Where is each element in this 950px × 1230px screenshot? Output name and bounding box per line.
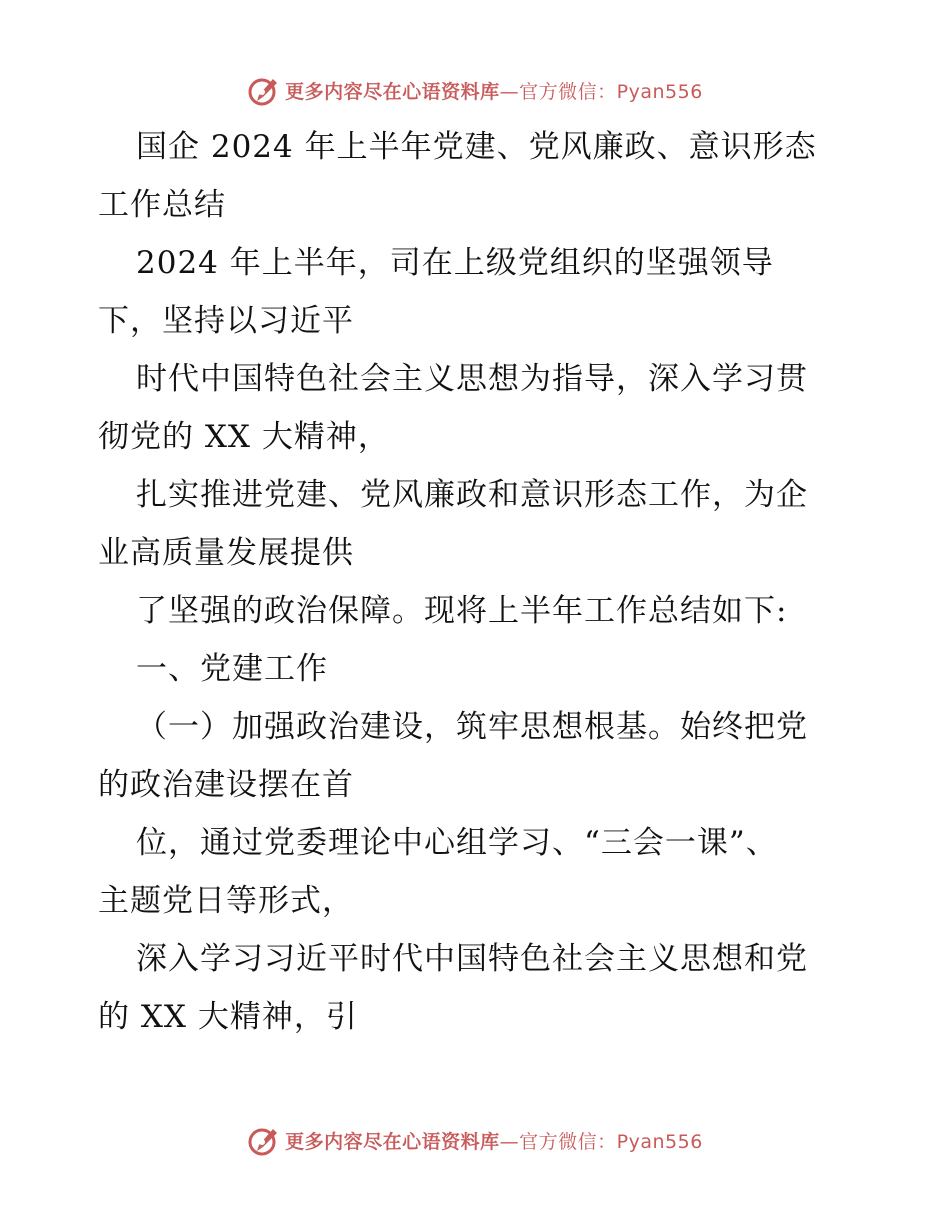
header-banner-brand: 更多内容尽在心语资料库 <box>285 80 500 103</box>
footer-banner <box>0 1120 950 1160</box>
paragraph-line: 主题党日等形式， <box>98 883 354 919</box>
paragraph-line: 业高质量发展提供 <box>98 535 354 571</box>
paragraph-line: 彻党的 XX 大精神， <box>98 419 390 455</box>
paragraph-line: 时代中国特色社会主义思想为指导，深入学习贯 <box>136 361 808 397</box>
header-banner <box>0 70 950 110</box>
pen-nib-logo-icon <box>247 73 281 107</box>
paragraph-line: 深入学习习近平时代中国特色社会主义思想和党 <box>136 941 808 977</box>
paragraph-line: 扎实推进党建、党风廉政和意识形态工作，为企 <box>136 477 808 513</box>
paragraph-line: 的 XX 大精神，引 <box>98 999 358 1035</box>
paragraph-line: 下，坚持以习近平 <box>98 303 354 339</box>
paragraph-line: 的政治建设摆在首 <box>98 767 354 803</box>
title-line-2: 工作总结 <box>98 187 226 223</box>
section-heading: 一、党建工作 <box>136 651 328 687</box>
paragraph-line: 了坚强的政治保障。现将上半年工作总结如下: <box>136 593 788 629</box>
paragraph-line: 位，通过党委理论中心组学习、“三会一课”、 <box>136 825 778 861</box>
footer-banner-text <box>285 1127 703 1154</box>
paragraph-line: 2024 年上半年，司在上级党组织的坚强领导 <box>136 245 774 281</box>
header-banner-text <box>285 77 703 104</box>
title-line-1: 国企 2024 年上半年党建、党风廉政、意识形态 <box>136 129 817 165</box>
paragraph-line: （一）加强政治建设，筑牢思想根基。始终把党 <box>136 709 808 745</box>
pen-nib-logo-icon <box>247 1123 281 1157</box>
document-body <box>98 118 858 1046</box>
footer-banner-brand: 更多内容尽在心语资料库 <box>285 1130 500 1153</box>
footer-banner-wechat: —官方微信：Pyan556 <box>499 1130 703 1153</box>
header-banner-wechat: —官方微信：Pyan556 <box>499 80 703 103</box>
